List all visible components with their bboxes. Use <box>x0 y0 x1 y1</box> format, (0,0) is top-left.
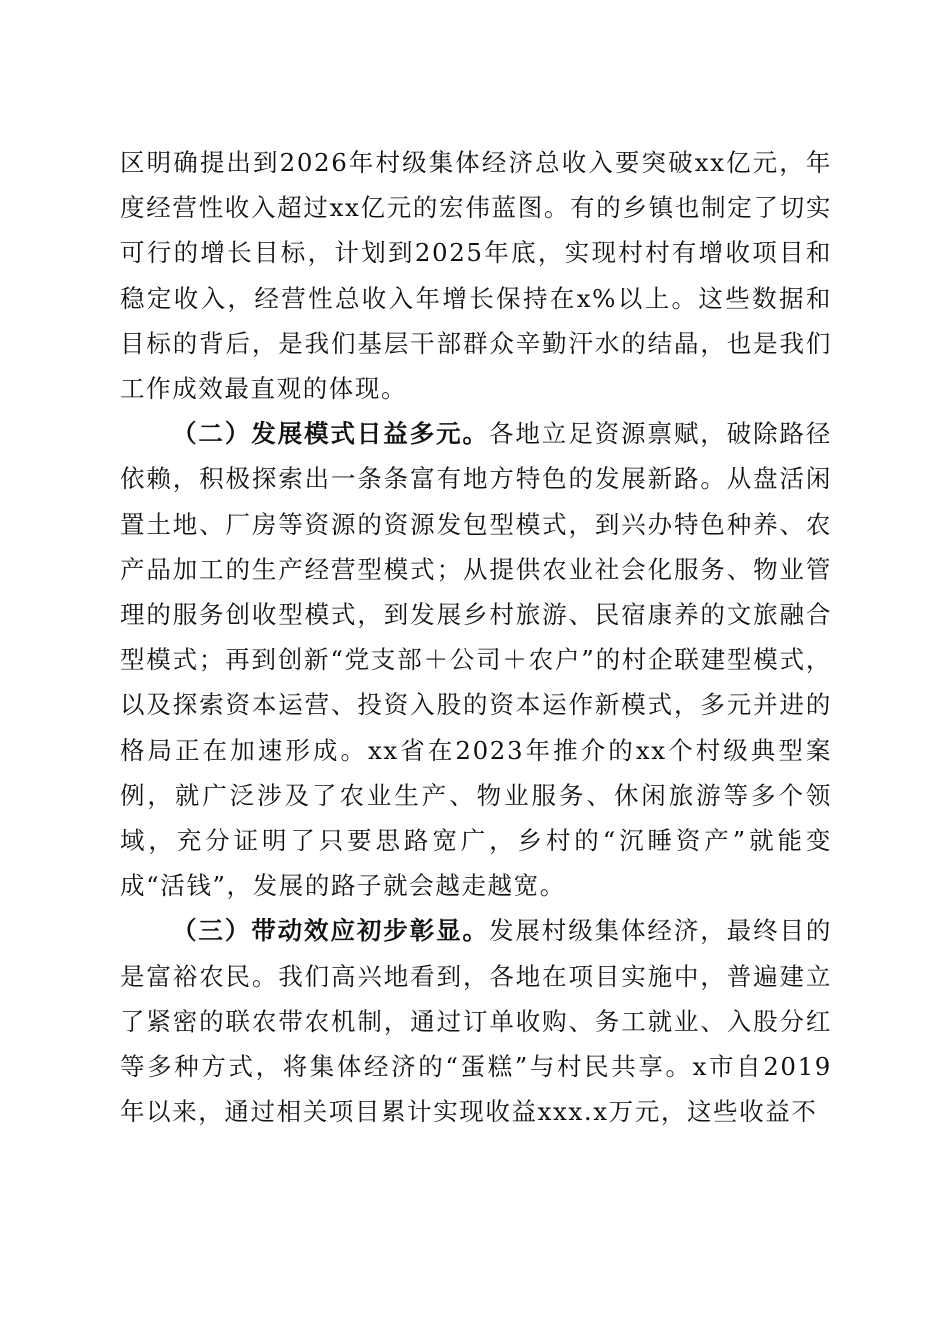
paragraph-text: 发展村级集体经济，最终目的是富裕农民。我们高兴地看到，各地在项目实施中，普遍建立了紧密的联农带农机制，通过订单收购、务工就业、入股分红等多种方式，将集体经济的“蛋糕”与村民共享。x市自2019年以来，通过相关项目累计实现收益xxx.x万元，这些收益不 <box>120 916 832 1127</box>
paragraph-text: 区明确提出到2026年村级集体经济总收入要突破xx亿元，年度经营性收入超过xx亿元的宏伟蓝图。有的乡镇也制定了切实可行的增长目标，计划到2025年底，实现村村有增收项目和稳定收入，经营性总收入年增长保持在x%以上。这些数据和目标的背后，是我们基层干部群众辛勤汗水的结晶，也是我们工作成效最直观的体现。 <box>120 148 832 404</box>
section-heading: （三）带动效应初步彰显。 <box>172 916 489 946</box>
paragraph-continuation <box>120 140 832 411</box>
section-heading: （二）发展模式日益多元。 <box>172 419 489 449</box>
paragraph-driving-effect <box>120 908 832 1134</box>
paragraph-text: 各地立足资源禀赋，破除路径依赖，积极探索出一条条富有地方特色的发展新路。从盘活闲置土地、厂房等资源的资源发包型模式，到兴办特色种养、农产品加工的生产经营型模式；从提供农业社会化服务、物业管理的服务创收型模式，到发展乡村旅游、民宿康养的文旅融合型模式；再到创新“党支部＋公司＋农户”的村企联建型模式，以及探索资本运营、投资入股的资本运作新模式，多元并进的格局正在加速形成。xx省在2023年推介的xx个村级典型案例，就广泛涉及了农业生产、物业服务、休闲旅游等多个领域，充分证明了只要思路宽广，乡村的“沉睡资产”就能变成“活钱”，发展的路子就会越走越宽。 <box>120 419 832 901</box>
document-body <box>120 140 832 1134</box>
paragraph-development-models <box>120 411 832 908</box>
